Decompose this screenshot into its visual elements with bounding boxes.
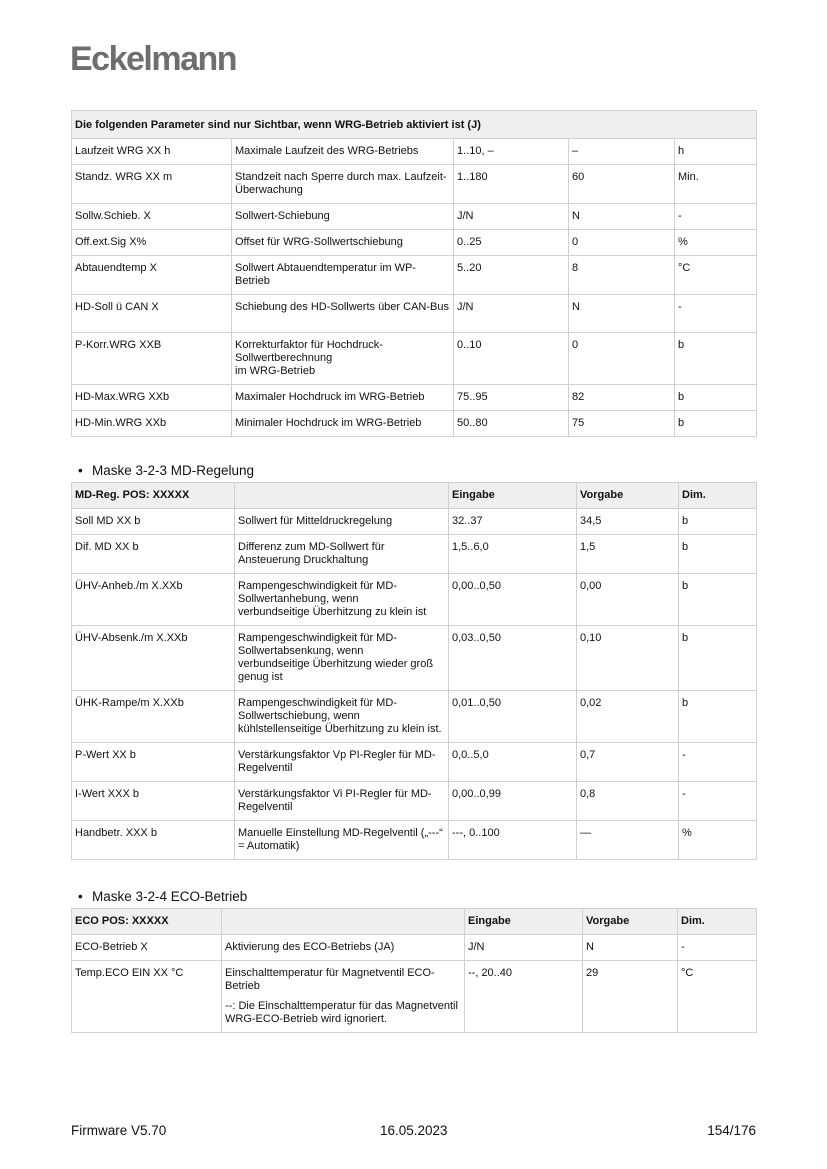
- input-range-cell: 0,00..0,50: [449, 574, 577, 626]
- default-cell: N: [583, 935, 678, 961]
- description-note: --: Die Einschalttemperatur für das Magnetventil WRG-ECO-Betrieb wird ignoriert.: [225, 1000, 458, 1025]
- input-range-cell: ---, 0..100: [449, 821, 577, 860]
- table-row: [72, 204, 757, 230]
- param-name-cell: HD-Max.WRG XXb: [72, 385, 232, 411]
- table-row: [72, 509, 757, 535]
- param-name-cell: Abtauendtemp X: [72, 256, 232, 295]
- description-cell: Minimaler Hochdruck im WRG-Betrieb: [232, 411, 454, 437]
- default-cell: 0: [569, 230, 675, 256]
- dimension-cell: b: [679, 535, 757, 574]
- eco-betrieb-table: [71, 908, 757, 1033]
- description-cell: Sollwert Abtauendtemperatur im WP-Betrieb: [232, 256, 454, 295]
- input-range-cell: 0..10: [454, 333, 569, 385]
- table-row: [72, 626, 757, 691]
- table-header-row: [72, 483, 757, 509]
- default-cell: 0,10: [577, 626, 679, 691]
- table-row: [72, 961, 757, 1033]
- md-regelung-table: [71, 482, 757, 860]
- table-row: [72, 333, 757, 385]
- input-range-cell: J/N: [465, 935, 583, 961]
- param-name-cell: P-Korr.WRG XXB: [72, 333, 232, 385]
- column-header: Vorgabe: [577, 483, 679, 509]
- footer-date: 16.05.2023: [380, 1123, 448, 1138]
- param-name-cell: Sollw.Schieb. X: [72, 204, 232, 230]
- table-row: [72, 574, 757, 626]
- param-name-cell: HD-Min.WRG XXb: [72, 411, 232, 437]
- dimension-cell: %: [679, 821, 757, 860]
- input-range-cell: 0,00..0,99: [449, 782, 577, 821]
- default-cell: 29: [583, 961, 678, 1033]
- default-cell: 0,7: [577, 743, 679, 782]
- description-cell: Maximaler Hochdruck im WRG-Betrieb: [232, 385, 454, 411]
- default-cell: –: [569, 139, 675, 165]
- md-section-heading: [78, 463, 254, 478]
- input-range-cell: 50..80: [454, 411, 569, 437]
- dimension-cell: b: [675, 333, 757, 385]
- input-range-cell: J/N: [454, 295, 569, 333]
- default-cell: 0,02: [577, 691, 679, 743]
- input-range-cell: 1,5..6,0: [449, 535, 577, 574]
- description-cell: Verstärkungsfaktor Vp PI-Regler für MD-Regelventil: [235, 743, 449, 782]
- input-range-cell: 5..20: [454, 256, 569, 295]
- description-cell: Aktivierung des ECO-Betriebs (JA): [222, 935, 465, 961]
- footer-page-number: 154/176: [707, 1123, 756, 1138]
- table-row: [72, 821, 757, 860]
- dimension-cell: Min.: [675, 165, 757, 204]
- footer-firmware: Firmware V5.70: [71, 1123, 167, 1138]
- dimension-cell: b: [675, 385, 757, 411]
- description-cell: Sollwert-Schiebung: [232, 204, 454, 230]
- description-cell: Standzeit nach Sperre durch max. Laufzeit-Überwachung: [232, 165, 454, 204]
- table-row: [72, 385, 757, 411]
- wrg-table-header: Die folgenden Parameter sind nur Sichtbar, wenn WRG-Betrieb aktiviert ist (J): [72, 111, 757, 139]
- description-cell: Korrekturfaktor für Hochdruck-Sollwertberechnung im WRG-Betrieb: [232, 333, 454, 385]
- input-range-cell: 0..25: [454, 230, 569, 256]
- input-range-cell: 75..95: [454, 385, 569, 411]
- dimension-cell: %: [675, 230, 757, 256]
- table-row: [72, 782, 757, 821]
- dimension-cell: °C: [675, 256, 757, 295]
- param-name-cell: Handbetr. XXX b: [72, 821, 235, 860]
- table-row: [72, 165, 757, 204]
- description-cell: Maximale Laufzeit des WRG-Betriebs: [232, 139, 454, 165]
- input-range-cell: 1..180: [454, 165, 569, 204]
- default-cell: 1,5: [577, 535, 679, 574]
- param-name-cell: Dif. MD XX b: [72, 535, 235, 574]
- description-cell: Rampengeschwindigkeit für MD-Sollwertschiebung, wenn kühlstellenseitige Überhitzung zu klein ist.: [235, 691, 449, 743]
- column-header: ECO POS: XXXXX: [72, 909, 222, 935]
- eco-heading-text: Maske 3-2-4 ECO-Betrieb: [92, 889, 248, 904]
- dimension-cell: °C: [678, 961, 757, 1033]
- default-cell: 75: [569, 411, 675, 437]
- input-range-cell: 0,01..0,50: [449, 691, 577, 743]
- description-cell: Offset für WRG-Sollwertschiebung: [232, 230, 454, 256]
- column-header: [222, 909, 465, 935]
- input-range-cell: --, 20..40: [465, 961, 583, 1033]
- table-row: [72, 230, 757, 256]
- dimension-cell: -: [678, 935, 757, 961]
- default-cell: 0,8: [577, 782, 679, 821]
- description-cell: Rampengeschwindigkeit für MD-Sollwertabsenkung, wenn verbundseitige Überhitzung wieder groß genug ist: [235, 626, 449, 691]
- description-cell: Differenz zum MD-Sollwert für Ansteuerung Druckhaltung: [235, 535, 449, 574]
- table-header-row: [72, 909, 757, 935]
- column-header: Dim.: [679, 483, 757, 509]
- default-cell: N: [569, 295, 675, 333]
- column-header: Dim.: [678, 909, 757, 935]
- param-name-cell: Standz. WRG XX m: [72, 165, 232, 204]
- param-name-cell: Temp.ECO EIN XX °C: [72, 961, 222, 1033]
- column-header: Eingabe: [449, 483, 577, 509]
- table-row: [72, 743, 757, 782]
- default-cell: 8: [569, 256, 675, 295]
- bullet: •: [78, 463, 83, 478]
- default-cell: N: [569, 204, 675, 230]
- wrg-parameter-table: [71, 110, 757, 437]
- description-cell: Schiebung des HD-Sollwerts über CAN-Bus: [232, 295, 454, 333]
- dimension-cell: b: [679, 509, 757, 535]
- table-row: [72, 691, 757, 743]
- dimension-cell: -: [675, 204, 757, 230]
- description-cell: [222, 961, 465, 1033]
- description-cell: Rampengeschwindigkeit für MD-Sollwertanhebung, wenn verbundseitige Überhitzung zu klein ist: [235, 574, 449, 626]
- param-name-cell: Off.ext.Sig X%: [72, 230, 232, 256]
- default-cell: 60: [569, 165, 675, 204]
- dimension-cell: b: [679, 626, 757, 691]
- default-cell: 82: [569, 385, 675, 411]
- default-cell: —: [577, 821, 679, 860]
- eco-section-heading: [78, 889, 247, 904]
- column-header: MD-Reg. POS: XXXXX: [72, 483, 235, 509]
- dimension-cell: h: [675, 139, 757, 165]
- dimension-cell: -: [675, 295, 757, 333]
- param-name-cell: P-Wert XX b: [72, 743, 235, 782]
- description-cell: Sollwert für Mitteldruckregelung: [235, 509, 449, 535]
- bullet: •: [78, 889, 83, 904]
- param-name-cell: ECO-Betrieb X: [72, 935, 222, 961]
- table-row: [72, 295, 757, 333]
- param-name-cell: Laufzeit WRG XX h: [72, 139, 232, 165]
- description-text: Einschalttemperatur für Magnetventil ECO-Betrieb: [225, 967, 435, 992]
- dimension-cell: b: [675, 411, 757, 437]
- param-name-cell: ÜHV-Anheb./m X.XXb: [72, 574, 235, 626]
- column-header: Vorgabe: [583, 909, 678, 935]
- dimension-cell: -: [679, 782, 757, 821]
- dimension-cell: b: [679, 691, 757, 743]
- input-range-cell: 0,0..5,0: [449, 743, 577, 782]
- table-row: [72, 935, 757, 961]
- md-heading-text: Maske 3-2-3 MD-Regelung: [92, 463, 255, 478]
- input-range-cell: J/N: [454, 204, 569, 230]
- column-header: [235, 483, 449, 509]
- param-name-cell: ÜHV-Absenk./m X.XXb: [72, 626, 235, 691]
- param-name-cell: Soll MD XX b: [72, 509, 235, 535]
- param-name-cell: HD-Soll ü CAN X: [72, 295, 232, 333]
- description-cell: Manuelle Einstellung MD-Regelventil („---“ = Automatik): [235, 821, 449, 860]
- column-header: Eingabe: [465, 909, 583, 935]
- default-cell: 34,5: [577, 509, 679, 535]
- param-name-cell: ÜHK-Rampe/m X.XXb: [72, 691, 235, 743]
- input-range-cell: 32..37: [449, 509, 577, 535]
- table-row: [72, 411, 757, 437]
- dimension-cell: -: [679, 743, 757, 782]
- input-range-cell: 1..10, –: [454, 139, 569, 165]
- eckelmann-logo: Eckelmann: [70, 40, 237, 78]
- table-row: [72, 535, 757, 574]
- table-row: [72, 256, 757, 295]
- description-cell: Verstärkungsfaktor Vi PI-Regler für MD-Regelventil: [235, 782, 449, 821]
- table-row: [72, 139, 757, 165]
- default-cell: 0: [569, 333, 675, 385]
- input-range-cell: 0,03..0,50: [449, 626, 577, 691]
- default-cell: 0,00: [577, 574, 679, 626]
- param-name-cell: I-Wert XXX b: [72, 782, 235, 821]
- dimension-cell: b: [679, 574, 757, 626]
